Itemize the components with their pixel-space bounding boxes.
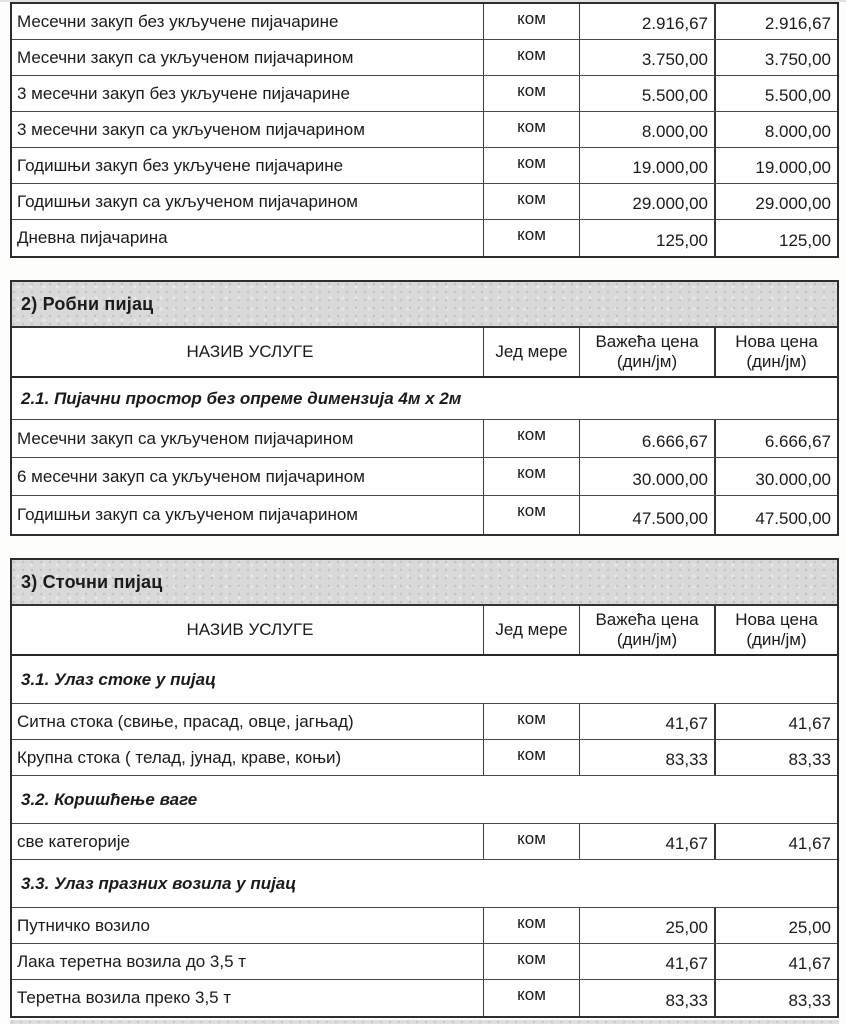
table-row [12, 980, 837, 1016]
table-row [12, 740, 837, 776]
table-row [12, 496, 837, 534]
table-row [12, 40, 837, 76]
current-price-cell: 83,33 [580, 980, 716, 1016]
current-price-cell: 8.000,00 [580, 112, 716, 147]
current-price-cell: 2.916,67 [580, 4, 716, 39]
table-row [12, 908, 837, 944]
header-unit: Јед мере [484, 606, 580, 654]
service-name-cell: Теретна возила преко 3,5 т [12, 980, 484, 1016]
service-name-cell: 3 месечни закуп без укључене пијачарине [12, 76, 484, 111]
new-price-cell: 83,33 [788, 991, 831, 1010]
table-header-row [12, 328, 837, 378]
unit-cell: ком [484, 740, 580, 775]
subsection-title: 2.1. Пијачни простор без опреме димензија 4м х 2м [12, 378, 837, 420]
current-price-cell: 41,67 [580, 704, 716, 739]
unit-cell: ком [484, 908, 580, 943]
header-service: НАЗИВ УСЛУГЕ [12, 328, 484, 376]
header-unit: Јед мере [484, 328, 580, 376]
table-row [12, 824, 837, 860]
table-row [12, 420, 837, 458]
unit-cell: ком [484, 944, 580, 979]
header-current-price [580, 328, 716, 376]
table-header-row [12, 606, 837, 656]
header-current-price-line2: (дин/јм) [616, 630, 678, 649]
service-name-cell: Годишњи закуп са укљученом пијачарином [12, 496, 484, 534]
current-price-cell: 83,33 [580, 740, 716, 775]
header-new-price-line1: Нова цена [735, 609, 818, 629]
unit-cell: ком [484, 4, 580, 39]
header-current-price-line1: Важећа цена [595, 331, 699, 351]
current-price-cell: 3.750,00 [580, 40, 716, 75]
current-price-cell: 19.000,00 [580, 148, 716, 183]
header-new-price-line1: Нова цена [735, 331, 818, 351]
table-row [12, 458, 837, 496]
service-name-cell: Месечни закуп са укљученом пијачарином [12, 420, 484, 457]
header-current-price [580, 606, 716, 654]
new-price-cell: 125,00 [779, 231, 831, 250]
service-name-cell: све категорије [12, 824, 484, 859]
new-price-cell: 3.750,00 [764, 50, 831, 69]
header-current-price-line1: Важећа цена [595, 609, 699, 629]
service-name-cell: Месечни закуп без укључене пијачарине [12, 4, 484, 39]
new-price-cell: 19.000,00 [755, 158, 831, 177]
table-row [12, 4, 837, 40]
table-row [12, 704, 837, 740]
unit-cell: ком [484, 220, 580, 256]
header-new-price-line2: (дин/јм) [746, 352, 807, 371]
new-price-cell: 47.500,00 [755, 509, 831, 528]
table-row [12, 112, 837, 148]
new-price-cell: 25,00 [788, 918, 831, 937]
service-name-cell: Годишњи закуп са укљученом пијачарином [12, 184, 484, 219]
service-name-cell: Лака теретна возила до 3,5 т [12, 944, 484, 979]
scan-artifact-bottom-band [10, 1020, 839, 1024]
current-price-cell: 125,00 [580, 220, 716, 256]
service-name-cell: Ситна стока (свиње, прасад, овце, јагњад) [12, 704, 484, 739]
service-name-cell: Путничко возило [12, 908, 484, 943]
new-price-cell: 30.000,00 [755, 470, 831, 489]
price-table-1 [10, 2, 839, 258]
new-price-cell: 83,33 [788, 750, 831, 769]
unit-cell: ком [484, 704, 580, 739]
unit-cell: ком [484, 824, 580, 859]
new-price-cell: 29.000,00 [755, 194, 831, 213]
section-title: 3) Сточни пијац [12, 560, 837, 606]
subsection-title: 3.2. Коришћење ваге [12, 776, 837, 824]
unit-cell: ком [484, 184, 580, 219]
header-new-price [716, 328, 837, 376]
table-row [12, 944, 837, 980]
current-price-cell: 5.500,00 [580, 76, 716, 111]
current-price-cell: 30.000,00 [580, 458, 716, 495]
service-name-cell: Месечни закуп са укљученом пијачарином [12, 40, 484, 75]
new-price-cell: 2.916,67 [764, 14, 831, 33]
unit-cell: ком [484, 420, 580, 457]
service-name-cell: Годишњи закуп без укључене пијачарине [12, 148, 484, 183]
tables-container [0, 2, 846, 1018]
header-current-price-line2: (дин/јм) [616, 352, 678, 371]
current-price-cell: 47.500,00 [580, 496, 716, 534]
unit-cell: ком [484, 496, 580, 534]
new-price-cell: 41,67 [788, 834, 831, 853]
new-price-cell: 8.000,00 [764, 122, 831, 141]
unit-cell: ком [484, 76, 580, 111]
table-row [12, 184, 837, 220]
service-name-cell: Крупна стока ( телад, јунад, краве, коњи) [12, 740, 484, 775]
price-table-3 [10, 558, 839, 1018]
header-new-price-line2: (дин/јм) [746, 630, 807, 649]
new-price-cell: 6.666,67 [764, 432, 831, 451]
unit-cell: ком [484, 980, 580, 1016]
unit-cell: ком [484, 40, 580, 75]
new-price-cell: 41,67 [788, 714, 831, 733]
header-new-price [716, 606, 837, 654]
table-row [12, 220, 837, 256]
subsection-title: 3.1. Улаз стоке у пијац [12, 656, 837, 704]
new-price-cell: 41,67 [788, 954, 831, 973]
unit-cell: ком [484, 148, 580, 183]
service-name-cell: 3 месечни закуп са укљученом пијачарином [12, 112, 484, 147]
service-name-cell: 6 месечни закуп са укљученом пијачарином [12, 458, 484, 495]
table-row [12, 76, 837, 112]
current-price-cell: 6.666,67 [580, 420, 716, 457]
current-price-cell: 41,67 [580, 824, 716, 859]
unit-cell: ком [484, 112, 580, 147]
header-service: НАЗИВ УСЛУГЕ [12, 606, 484, 654]
current-price-cell: 41,67 [580, 944, 716, 979]
service-name-cell: Дневна пијачарина [12, 220, 484, 256]
section-title: 2) Робни пијац [12, 282, 837, 328]
current-price-cell: 25,00 [580, 908, 716, 943]
subsection-title: 3.3. Улаз празних возила у пијац [12, 860, 837, 908]
new-price-cell: 5.500,00 [764, 86, 831, 105]
unit-cell: ком [484, 458, 580, 495]
current-price-cell: 29.000,00 [580, 184, 716, 219]
price-table-2 [10, 280, 839, 536]
table-row [12, 148, 837, 184]
